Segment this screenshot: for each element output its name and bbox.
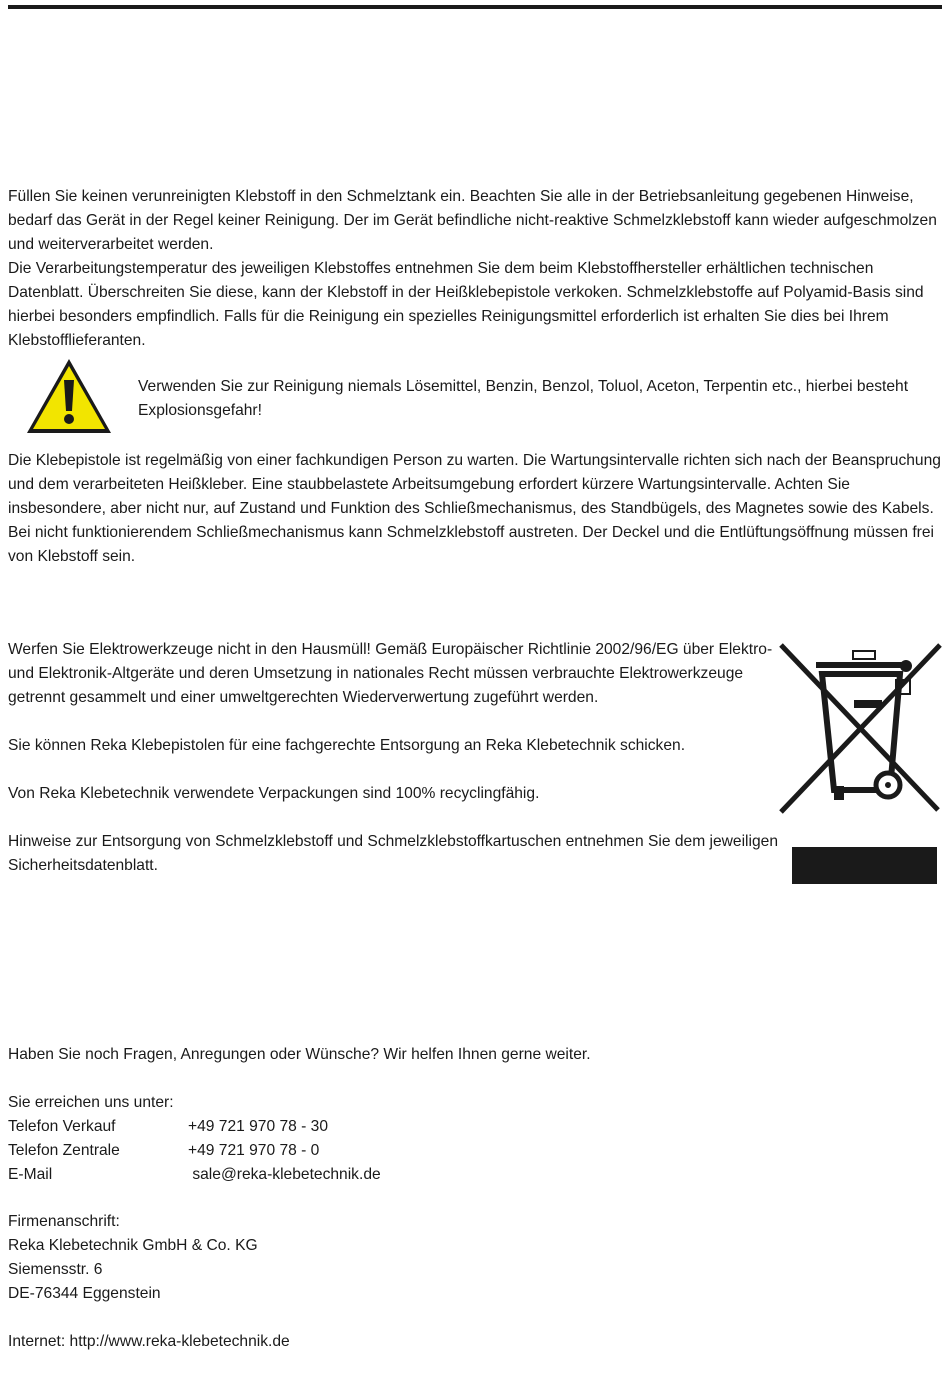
cleaning-paragraph-1: Füllen Sie keinen verunreinigten Klebstoff in den Schmelztank ein. Beachten Sie alle in der Betriebsanleitung gegebenen Hinweise, bedarf das Gerät in der Regel keiner Reinigung. Der im Gerät befindliche nicht-reaktive Schmelzklebstoff kann wieder aufgeschmolzen und weiterverarbeitet werden. Die Verarbeitungstemperatur des jeweiligen Klebstoffes entnehmen Sie dem beim Klebstoffhersteller erhältlichen technischen Datenblatt. Überschreiten Sie diese, kann der Klebstoff in der Heißklebepistole verkoken. Schmelzklebstoffe auf Polyamid-Basis sind hierbei besonders empfindlich. Falls für die Reinigung ein spezielles Reinigungsmittel erforderlich ist erhalten Sie dies bei Ihrem Klebstofflieferanten. [8, 188, 937, 349]
top-rule [8, 5, 942, 9]
contact-intro: Haben Sie noch Fragen, Anregungen oder Wünsche? Wir helfen Ihnen gerne weiter. Sie erreichen uns unter: [8, 1046, 591, 1111]
contact-label: Telefon Verkauf [8, 1118, 116, 1135]
company-address: Firmenanschrift: Reka Klebetechnik GmbH & Co. KG Siemensstr. 6 DE-76344 Eggenstein Internet: http://www.reka-klebetechnik.de [8, 1213, 290, 1350]
cleaning-paragraph-2: Die Klebepistole ist regelmäßig von einer fachkundigen Person zu warten. Die Wartungsintervalle richten sich nach der Beanspruchung und dem verarbeiteten Heißkleber. Eine staubbelastete Arbeitsumgebung erfordert kürzere Wartungsintervalle. Achten Sie insbesondere, aber nicht nur, auf Zustand und Funktion des Schließmechanismus, des Standbügels, des Magnetes sowie des Kabels. Bei nicht funktionierendem Schließmechanismus kann Schmelzklebstoff austreten. Der Deckel und die Entlüftungsöffnung müssen frei von Klebstoff sein. [8, 452, 941, 565]
contact-value: sale@reka-klebetechnik.de [188, 1166, 381, 1183]
contact-value: +49 721 970 78 - 30 [188, 1118, 329, 1135]
contact-label: Telefon Zentrale [8, 1142, 120, 1159]
contact-value: +49 721 970 78 - 0 [188, 1142, 320, 1159]
warning-triangle-icon [24, 356, 114, 436]
cleaning-warning: Verwenden Sie zur Reinigung niemals Lösemittel, Benzin, Benzol, Toluol, Aceton, Terpentin etc., hierbei besteht Explosionsgefahr! [138, 378, 909, 419]
disposal-text: Werfen Sie Elektrowerkzeuge nicht in den Hausmüll! Gemäß Europäischer Richtlinie 2002/96/EG über Elektro- und Elektronik-Altgeräte und deren Umsetzung in nationales Recht müssen verbrauchte Elektrowerkzeuge getrennt gesammelt und einer umweltgerechten Wiederverwertung zugeführt werden. Sie können Reka Klebepistolen für eine fachgerechte Entsorgung an Reka Klebetechnik schicken. Von Reka Klebetechnik verwendete Verpackungen sind 100% recyclingfähig. Hinweise zur Entsorgung von Schmelzklebstoff und Schmelzklebstoffkartuschen entnehmen Sie dem jeweiligen Sicherheitsdatenblatt. [8, 641, 779, 874]
contact-label: E-Mail [8, 1166, 53, 1183]
crossed-out-bin-icon [778, 640, 943, 820]
weee-black-bar [792, 847, 937, 884]
